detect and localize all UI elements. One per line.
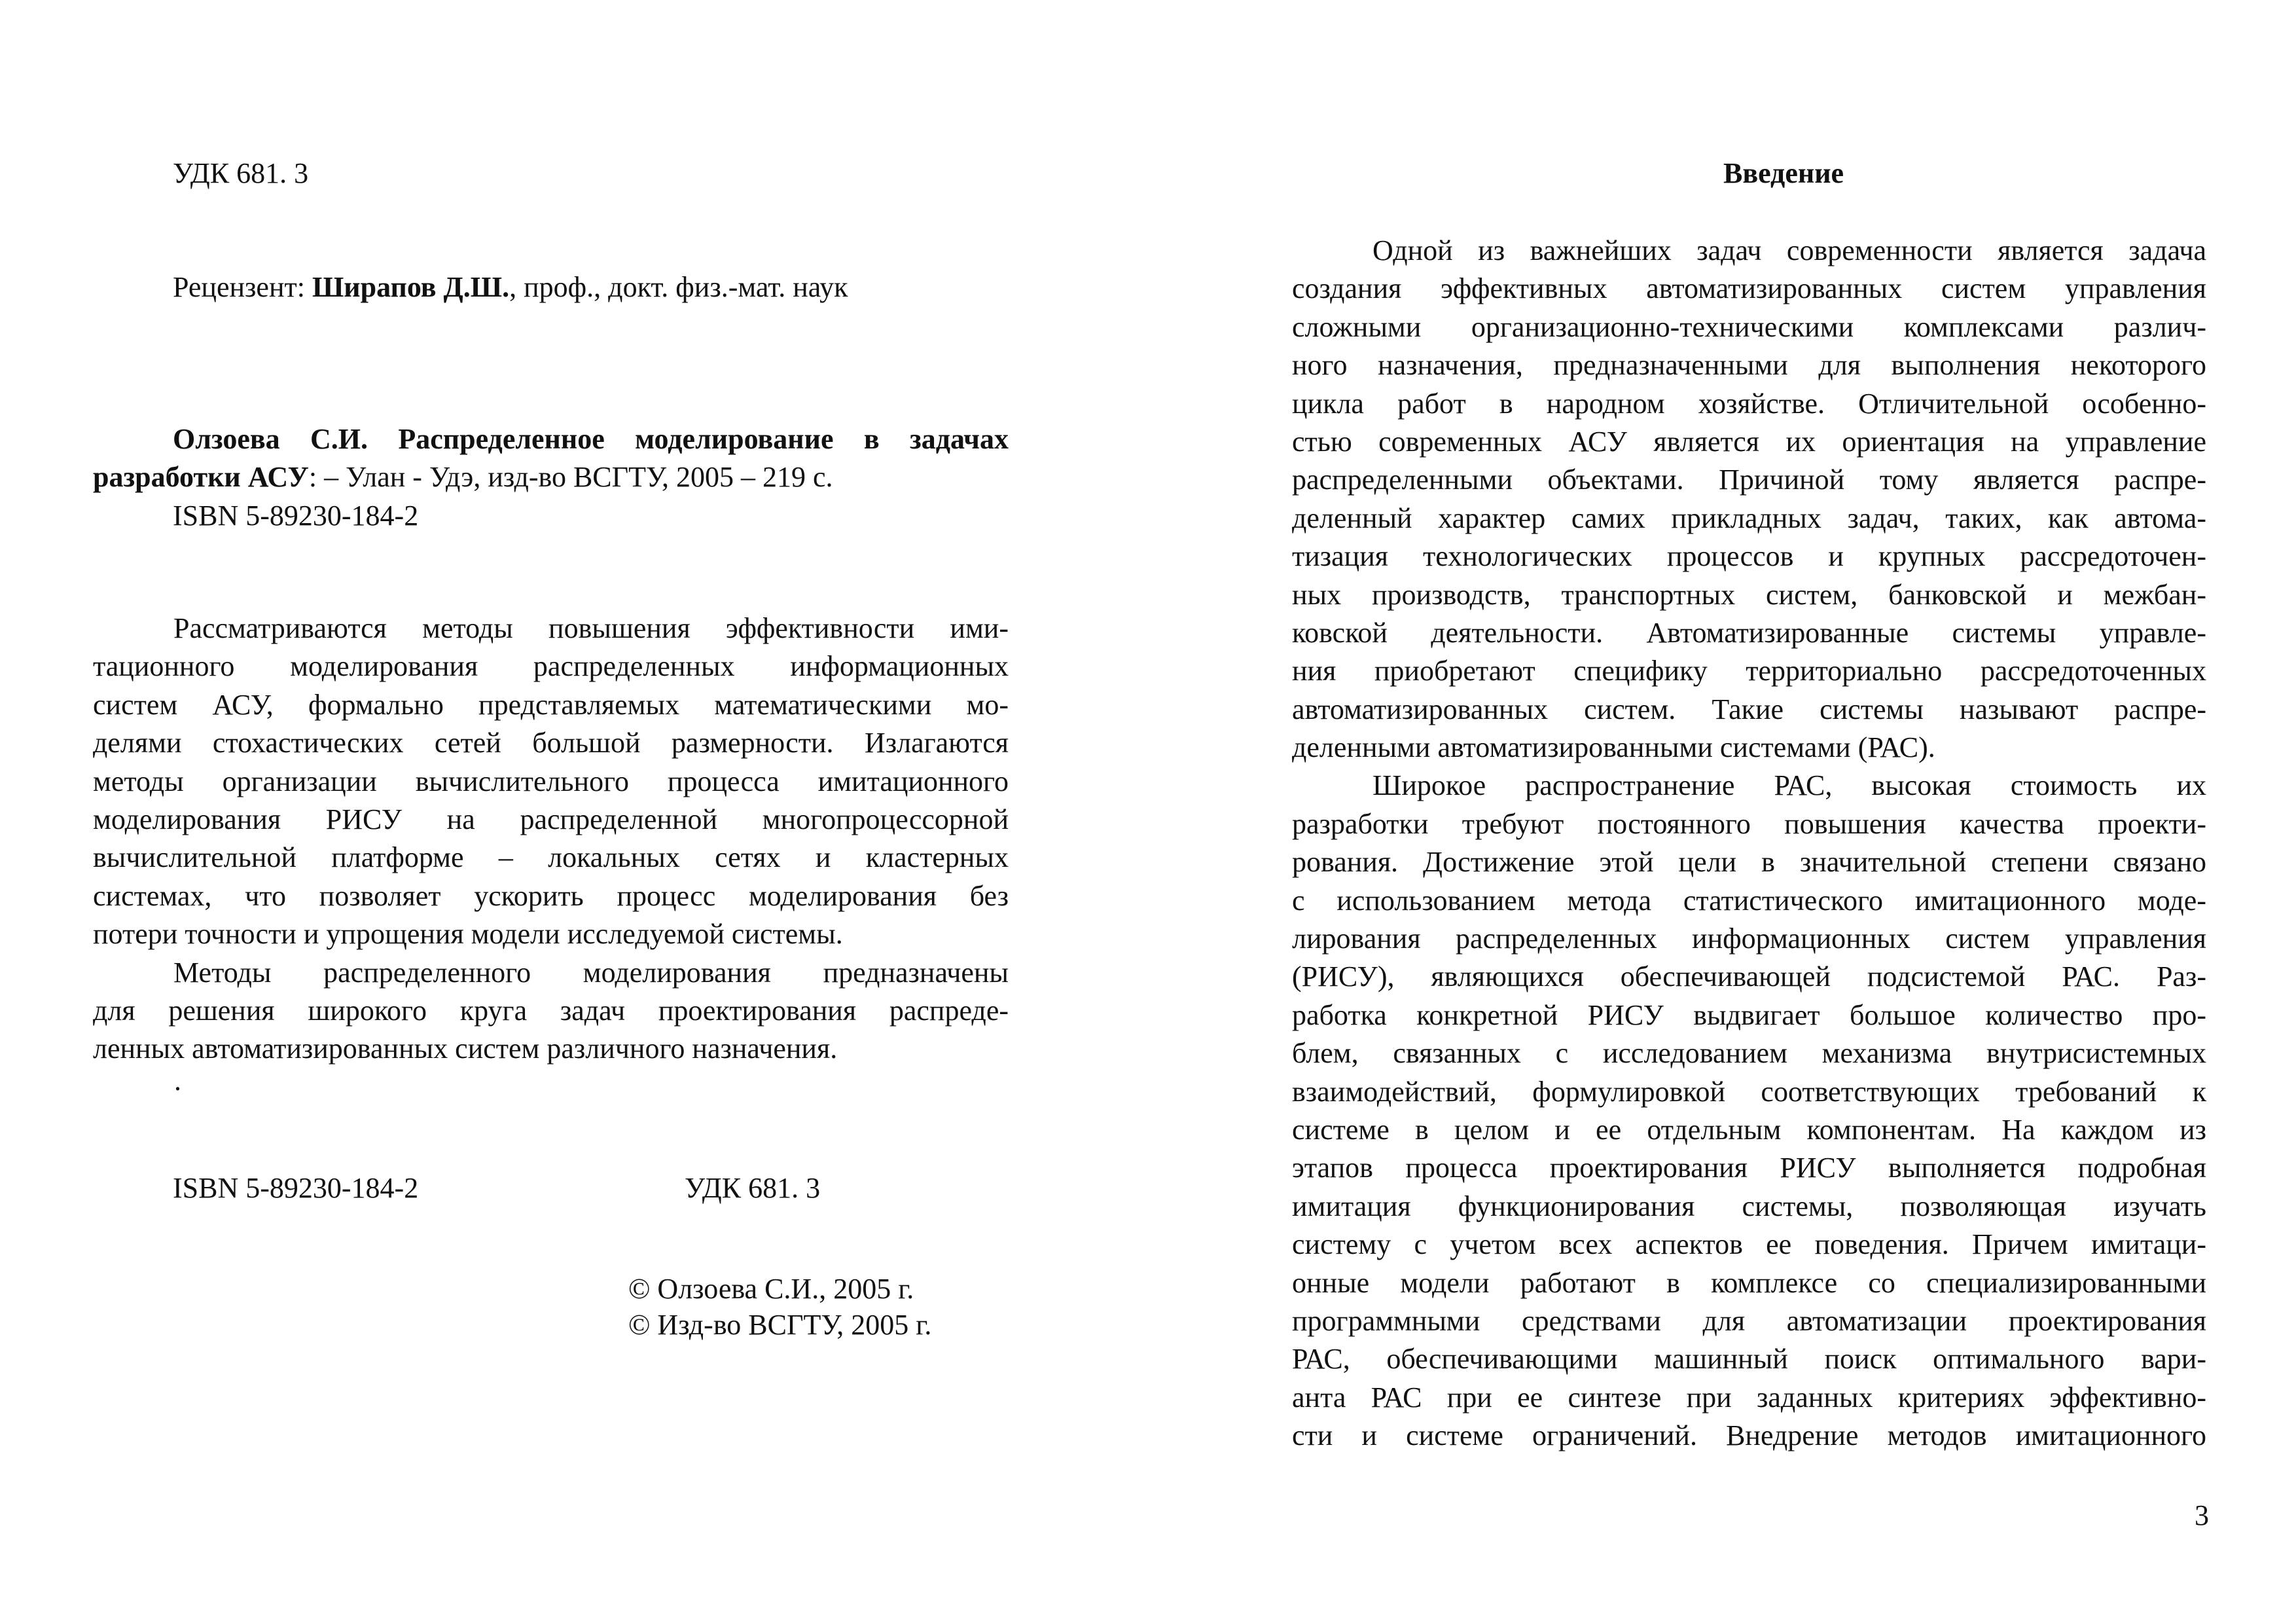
reviewer-name: Ширапов Д.Ш. — [312, 271, 510, 303]
copyright-publisher: © Изд-во ВСГТУ, 2005 г. — [628, 1309, 932, 1341]
right-page — [1148, 0, 2296, 1623]
intro-line: цикла работ в народном хозяйстве. Отличительной особенно- — [1292, 387, 2206, 420]
intro-line: (РИСУ), являющихся обеспечивающей подсистемой РАС. Раз- — [1292, 960, 2206, 993]
bib-title-line: Олзоева С.И. Распределенное моделирование в задачах — [173, 423, 1009, 455]
intro-line: анта РАС при ее синтезе при заданных критериях эффективно- — [1292, 1381, 2206, 1413]
intro-line: разработки требуют постоянного повышения качества проекти- — [1292, 807, 2206, 840]
isbn-bottom: ISBN 5-89230-184-2 — [173, 1172, 419, 1204]
stray-dot: . — [174, 1065, 181, 1097]
intro-line: Широкое распространение РАС, высокая стоимость их — [1372, 769, 2206, 802]
intro-line: распределенными объектами. Причиной тому является распре- — [1292, 464, 2206, 496]
intro-line: сложными организационно-техническими комплексами различ- — [1292, 310, 2206, 343]
bib-title-end: разработки АСУ — [93, 461, 309, 494]
reviewer-line — [173, 268, 848, 306]
abstract-line: вычислительной платформе – локальных сетях и кластерных — [93, 841, 1009, 874]
udk-bottom: УДК 681. 3 — [685, 1172, 821, 1204]
page-heading: Введение — [1723, 157, 1844, 189]
introduction-text — [1292, 232, 2206, 1455]
intro-line: систему с учетом всех аспектов ее поведения. Причем имитаци- — [1292, 1228, 2206, 1261]
intro-line: онные модели работают в комплексе со специализированными — [1292, 1266, 2206, 1299]
intro-line: ного назначения, предназначенными для выполнения некоторого — [1292, 349, 2206, 382]
intro-line: рования. Достижение этой цели в значительной степени связано — [1292, 846, 2206, 879]
intro-line: Одной из важнейших задач современности является задача — [1372, 234, 2206, 266]
intro-line: имитация функционирования системы, позволяющая изучать — [1292, 1190, 2206, 1222]
abstract-line: систем АСУ, формально представляемых математическими мо- — [93, 688, 1009, 721]
intro-line: системе в целом и ее отдельным компонентам. На каждом из — [1292, 1113, 2206, 1146]
reviewer-details: , проф., докт. физ.-мат. наук — [509, 271, 848, 303]
reviewer-label: Рецензент: — [173, 271, 312, 303]
abstract-line: тационного моделирования распределенных информационных — [93, 650, 1009, 683]
abstract — [93, 610, 1009, 1068]
intro-line: блем, связанных с исследованием механизма внутрисистемных — [1292, 1037, 2206, 1070]
abstract-line: потери точности и упрощения модели исследуемой системы. — [93, 918, 843, 951]
abstract-line: системах, что позволяет ускорить процесс моделирования без — [93, 879, 1009, 912]
abstract-line: для решения широкого круга задач проектирования распреде- — [93, 994, 1009, 1027]
intro-line: лирования распределенных информационных систем управления — [1292, 922, 2206, 955]
bib-publisher-line — [93, 458, 1009, 496]
bib-isbn: ISBN 5-89230-184-2 — [173, 499, 419, 532]
udk-top: УДК 681. 3 — [173, 157, 309, 189]
bibliographic-record — [93, 420, 1009, 535]
abstract-line: методы организации вычислительного процесса имитационного — [93, 765, 1009, 797]
copyright-author: © Олзоева С.И., 2005 г. — [628, 1273, 914, 1305]
intro-line: сти и системе ограничений. Внедрение методов имитационного — [1292, 1419, 2206, 1452]
page-number: 3 — [2195, 1499, 2209, 1531]
intro-line: с использованием метода статистического имитационного моде- — [1292, 884, 2206, 917]
intro-line: деленный характер самих прикладных задач, таких, как автома- — [1292, 501, 2206, 534]
intro-line: ковской деятельности. Автоматизированные системы управле- — [1292, 616, 2206, 649]
intro-line: стью современных АСУ является их ориентация на управление — [1292, 425, 2206, 458]
intro-line: автоматизированных систем. Такие системы называют распре- — [1292, 693, 2206, 725]
intro-line: программными средствами для автоматизации проектирования — [1292, 1304, 2206, 1337]
intro-line: взаимодействий, формулировкой соответствующих требований к — [1292, 1075, 2206, 1108]
intro-line: деленными автоматизированными системами (РАС). — [1292, 731, 1935, 764]
abstract-line: моделирования РИСУ на распределенной многопроцессорной — [93, 803, 1009, 835]
intro-line: ния приобретают специфику территориально рассредоточенных — [1292, 655, 2206, 687]
intro-line: этапов процесса проектирования РИСУ выполняется подробная — [1292, 1152, 2206, 1184]
intro-line: ных производств, транспортных систем, банковской и межбан- — [1292, 578, 2206, 611]
intro-line: тизация технологических процессов и крупных рассредоточен- — [1292, 540, 2206, 573]
abstract-line: Рассматриваются методы повышения эффективности ими- — [173, 612, 1009, 644]
intro-line: работка конкретной РИСУ выдвигает большое количество про- — [1292, 998, 2206, 1031]
intro-line: РАС, обеспечивающими машинный поиск оптимального вари- — [1292, 1343, 2206, 1376]
abstract-line: Методы распределенного моделирования предназначены — [173, 956, 1009, 989]
bib-publisher: : – Улан - Удэ, изд-во ВСГТУ, 2005 – 219 с. — [308, 461, 833, 494]
abstract-line: ленных автоматизированных систем различного назначения. — [93, 1032, 838, 1065]
abstract-line: делями стохастических сетей большой размерности. Излагаются — [93, 727, 1009, 759]
intro-line: создания эффективных автоматизированных систем управления — [1292, 272, 2206, 305]
